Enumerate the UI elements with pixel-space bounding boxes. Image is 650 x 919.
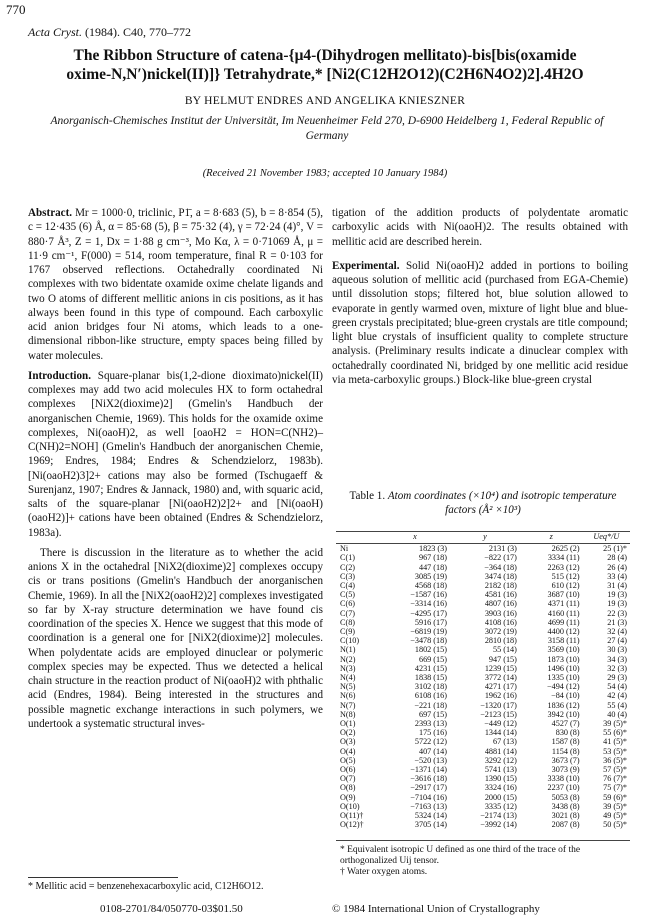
cell-x: 669 (15) — [418, 654, 447, 664]
cell-y: −449 (12) — [484, 719, 517, 729]
cell-z: 2087 (8) — [551, 820, 580, 830]
cell-atom: O(4) — [340, 746, 356, 756]
cell-z: 3942 (10) — [547, 709, 580, 719]
cell-y: 3474 (18) — [484, 571, 517, 581]
cell-x: −6819 (19) — [410, 627, 447, 637]
cell-y: −1320 (17) — [480, 700, 517, 710]
cell-atom: N(8) — [340, 709, 356, 719]
table-bottom-rule — [336, 840, 630, 841]
cell-atom: N(1) — [340, 645, 356, 655]
table-notes — [340, 845, 630, 878]
cell-y: 3903 (16) — [484, 608, 517, 618]
table-row — [336, 563, 630, 572]
table-row — [336, 544, 630, 554]
cell-atom: O(3) — [340, 737, 356, 747]
cell-y: 4108 (16) — [484, 617, 517, 627]
cell-atom: C(9) — [340, 627, 356, 637]
table-header-u: Ueq*/U — [583, 532, 630, 544]
cell-u: 29 (3) — [607, 673, 627, 683]
authors: BY HELMUT ENDRES AND ANGELIKA KNIESZNER — [184, 95, 466, 107]
table-label: Table 1. — [349, 490, 386, 502]
table-header-row — [336, 532, 630, 544]
table-row — [336, 765, 630, 774]
table-row — [336, 636, 630, 645]
cell-z: −494 (12) — [547, 682, 580, 692]
table-row — [336, 756, 630, 765]
cell-z: 3158 (11) — [547, 636, 580, 646]
citation-details: (1984). C40, 770–772 — [85, 25, 191, 39]
cell-y: 947 (15) — [488, 654, 517, 664]
cell-z: 1154 (8) — [551, 746, 580, 756]
cell-z: 4371 (11) — [547, 599, 580, 609]
cell-z: 3334 (11) — [547, 553, 580, 563]
atom-coordinates-table — [336, 532, 630, 830]
cell-u: 19 (3) — [607, 590, 627, 600]
cell-u: 54 (4) — [607, 682, 627, 692]
experimental — [332, 259, 628, 387]
cell-x: 3705 (14) — [414, 820, 447, 830]
cell-z: 1496 (10) — [547, 663, 580, 673]
table-row — [336, 774, 630, 783]
cell-x: 447 (18) — [418, 562, 447, 572]
cell-y: 5741 (13) — [484, 765, 517, 775]
table-row — [336, 811, 630, 820]
cell-z: 2625 (2) — [551, 544, 580, 554]
table-row — [336, 572, 630, 581]
table-note-ueq: * Equivalent isotropic U defined as one third of the trace of the orthogonalized Uij tensor. — [340, 845, 581, 866]
cell-z: 3569 (10) — [547, 645, 580, 655]
cell-z: 610 (12) — [551, 581, 580, 591]
cell-x: −1371 (14) — [410, 765, 447, 775]
cell-u: 27 (4) — [607, 636, 627, 646]
cell-u: 39 (5)* — [603, 719, 627, 729]
experimental-text: Solid Ni(oaoH)2 added in portions to boiling aqueous solution of mellitic acid (purchased from EGA-Chemie) until dissolution stops; filtered hot, blue solution allowed to evaporate in gently warmed oven, mixture of light blue and blue-green crystals precipitated; blue-green crystals are title compound; light blue crystals of insufficient quality to complete structure analysis. (Preliminary results indicate a dinuclear complex with octahedrally coordinated Ni, bridged by one mellitic acid residue via meta-carboxylic groups.) Block-like blue-green crystal — [332, 259, 628, 386]
cell-z: 1335 (10) — [547, 673, 580, 683]
cell-x: −221 (18) — [414, 700, 447, 710]
cell-x: 3085 (19) — [414, 571, 447, 581]
cell-z: 3073 (9) — [551, 765, 580, 775]
table-row — [336, 728, 630, 737]
cell-atom: N(3) — [340, 663, 356, 673]
table-row — [336, 710, 630, 719]
cell-u: 50 (5)* — [603, 820, 627, 830]
cell-y: 67 (13) — [493, 737, 517, 747]
cell-z: 4400 (12) — [547, 627, 580, 637]
cell-z: 5053 (8) — [551, 792, 580, 802]
cell-atom: C(5) — [340, 590, 356, 600]
cell-z: 1836 (12) — [547, 700, 580, 710]
cell-x: 5324 (14) — [414, 811, 447, 821]
table-header-x: x — [380, 532, 450, 544]
table-header-atom — [336, 532, 380, 544]
cell-x: −7163 (13) — [410, 801, 447, 811]
cell-y: −2123 (15) — [480, 709, 517, 719]
cell-x: 967 (18) — [418, 553, 447, 563]
cell-z: 3673 (7) — [551, 755, 580, 765]
cell-u: 49 (5)* — [603, 811, 627, 821]
cell-atom: N(4) — [340, 673, 356, 683]
cell-u: 32 (3) — [607, 663, 627, 673]
right-column — [332, 206, 628, 393]
page-number: 770 — [6, 2, 26, 17]
table-row — [336, 682, 630, 691]
cell-x: −3616 (18) — [410, 774, 447, 784]
cell-x: −7104 (16) — [410, 792, 447, 802]
cell-u: 34 (3) — [607, 654, 627, 664]
cell-z: 3021 (8) — [551, 811, 580, 821]
table-row — [336, 590, 630, 599]
table-row — [336, 609, 630, 618]
cell-z: 1587 (8) — [551, 737, 580, 747]
table-row — [336, 747, 630, 756]
cell-atom: C(4) — [340, 581, 356, 591]
cell-x: 4568 (18) — [414, 581, 447, 591]
table-note-water: † Water oxygen atoms. — [340, 867, 428, 877]
cell-atom: C(8) — [340, 617, 356, 627]
table-header-y: y — [450, 532, 520, 544]
cell-y: 2131 (3) — [488, 544, 517, 554]
affiliation: Anorganisch-Chemisches Institut der Universität, Im Neuenheimer Feld 270, D-6900 Heidelberg 1, Federal Republic of Germany — [50, 115, 604, 142]
table-row — [336, 701, 630, 710]
cell-u: 57 (5)* — [603, 765, 627, 775]
cell-z: 830 (8) — [555, 728, 580, 738]
cell-x: −3478 (18) — [410, 636, 447, 646]
title-line-1: The Ribbon Structure of catena-{μ4-(Dihydrogen mellitato)-bis[bis(oxamide — [73, 47, 577, 64]
cell-u: 59 (6)* — [603, 792, 627, 802]
cell-u: 21 (3) — [607, 617, 627, 627]
cell-atom: C(10) — [340, 636, 360, 646]
cell-y: 4807 (16) — [484, 599, 517, 609]
table-row — [336, 581, 630, 590]
abstract-heading: Abstract. — [28, 207, 73, 219]
cell-atom: N(7) — [340, 700, 356, 710]
cell-u: 40 (4) — [607, 709, 627, 719]
cell-x: 697 (15) — [418, 709, 447, 719]
cell-x: −2917 (17) — [410, 783, 447, 793]
cell-atom: C(2) — [340, 562, 356, 572]
cell-atom: C(7) — [340, 608, 356, 618]
table-title: Atom coordinates (×10⁴) and isotropic temperature factors (Å² ×10³) — [387, 490, 617, 516]
cell-z: 2237 (10) — [547, 783, 580, 793]
cell-atom: O(5) — [340, 755, 356, 765]
cell-y: 4271 (17) — [484, 682, 517, 692]
experimental-heading: Experimental. — [332, 259, 400, 272]
title-line-2: oxime-N,N′)nickel(II)]} Tetrahydrate,* [Ni2(C12H2O12)(C2H6N4O2)2].4H2O — [66, 66, 584, 83]
introduction-p2: There is discussion in the literature as to whether the acid anions X in the octahedral [NiX2(dioxime)2] complexes occupy cis or trans positions (Gmelin's Handbuch der anorganischen Chemie, 1969). In all the [NiX2(oaoH2)2] complexes investigated so far by X-ray structure determination we have found cis coordination of the species X. Hence we suggest that this mode of coordination is a general one for [NiX2(dioxime)2] molecules. When polydentate acids are employed dinuclear or polymeric complex species may be expected. Thus we detected a helical chain structure in the reaction product of Ni(oaoH)2 with phthalic acid (Endres, 1984). Being interested in the structures and possible magnetic exchange interactions in such polymers, we undertook a systematic structural inves- — [28, 546, 323, 730]
cell-u: 55 (4) — [607, 700, 627, 710]
cell-z: 515 (12) — [551, 571, 580, 581]
cell-atom: O(10) — [340, 801, 360, 811]
introduction-heading: Introduction. — [28, 369, 91, 382]
table-row — [336, 618, 630, 627]
table-row — [336, 737, 630, 746]
cell-atom: O(11)† — [340, 811, 364, 821]
cell-y: −2174 (13) — [480, 811, 517, 821]
cell-atom: C(1) — [340, 553, 356, 563]
journal-citation — [28, 25, 191, 40]
cell-u: 53 (5)* — [603, 746, 627, 756]
cell-u: 31 (4) — [607, 581, 627, 591]
table-row — [336, 673, 630, 682]
cell-y: 3772 (14) — [484, 673, 517, 683]
cell-y: 4581 (16) — [484, 590, 517, 600]
cell-atom: O(12)† — [340, 820, 364, 830]
cell-u: 30 (3) — [607, 645, 627, 655]
cell-x: 3102 (18) — [414, 682, 447, 692]
cell-z: 3438 (8) — [551, 801, 580, 811]
cell-u: 25 (1)* — [603, 544, 627, 554]
cell-y: 3292 (12) — [484, 755, 517, 765]
cell-u: 32 (4) — [607, 627, 627, 637]
cell-y: 1239 (15) — [484, 663, 517, 673]
cell-y: 3335 (12) — [484, 801, 517, 811]
table-row — [336, 645, 630, 654]
cell-atom: C(6) — [340, 599, 356, 609]
introduction-p1 — [28, 369, 323, 540]
cell-u: 55 (6)* — [603, 728, 627, 738]
cell-atom: O(7) — [340, 774, 356, 784]
cell-u: 19 (3) — [607, 599, 627, 609]
cell-y: 4881 (14) — [484, 746, 517, 756]
cell-x: 5722 (12) — [414, 737, 447, 747]
table-caption — [340, 489, 626, 517]
cell-y: 2000 (15) — [484, 792, 517, 802]
cell-x: 1838 (15) — [414, 673, 447, 683]
cell-x: −3314 (16) — [410, 599, 447, 609]
cell-y: 2182 (18) — [484, 581, 517, 591]
cell-z: 1873 (10) — [547, 654, 580, 664]
cell-z: 2263 (12) — [547, 562, 580, 572]
cell-atom: O(6) — [340, 765, 356, 775]
cell-z: 3338 (10) — [547, 774, 580, 784]
cell-u: 39 (5)* — [603, 801, 627, 811]
cell-y: 1962 (16) — [484, 691, 517, 701]
cell-z: 3687 (10) — [547, 590, 580, 600]
table-row — [336, 820, 630, 829]
cell-atom: O(8) — [340, 783, 356, 793]
footnote-rule — [28, 877, 178, 878]
table-row — [336, 691, 630, 700]
table-body — [336, 544, 630, 830]
cell-atom: O(9) — [340, 792, 356, 802]
cell-y: 1344 (14) — [484, 728, 517, 738]
abstract — [28, 206, 323, 363]
issn-line: 0108-2701/84/050770-03$01.50 — [100, 903, 243, 915]
table-row — [336, 802, 630, 811]
table-row — [336, 553, 630, 562]
cell-y: 3072 (19) — [484, 627, 517, 637]
cell-y: 1390 (15) — [484, 774, 517, 784]
cell-u: 28 (4) — [607, 553, 627, 563]
introduction-text-1: Square-planar bis(1,2-dione dioximato)nickel(II) complexes may add two acid molecules HX to form octahedral complexes [NiX2(dioxime)2] (Gmelin's Handbuch der anorganischen Chemie, 1969). This holds for the oxamide oxime complexes, Ni(oaoH)2, as well [oaoH2 = HON=C(NH2)–C(NH)2=NOH] (Gmelin's Handbuch der anorganischen Chemie, 1969; Endres, 1984; Endres & Schendzielorz, 1983b). [Ni(oaoH2)3]2+ cations may also be formed (Tschugaeff & Surenjanz, 1907; Endres & Jannack, 1980) and, with squaric acid, salts of the square-planar [Ni(oaoH2)2]2+ and [Ni(oaoH)(oaoH2)]+ cations have been obtained (Endres & Schendzielorz, 1983a). — [28, 369, 323, 539]
cell-u: 76 (7)* — [603, 774, 627, 784]
table-row — [336, 664, 630, 673]
cell-z: −84 (10) — [551, 691, 580, 701]
cell-atom: O(1) — [340, 719, 356, 729]
cell-u: 36 (5)* — [603, 755, 627, 765]
cell-atom: Ni — [340, 544, 349, 554]
cell-y: 3324 (16) — [484, 783, 517, 793]
footnote: * Mellitic acid = benzenehexacarboxylic acid, C12H6O12. — [28, 881, 264, 892]
table-row — [336, 793, 630, 802]
cell-u: 42 (4) — [607, 691, 627, 701]
table-row — [336, 719, 630, 728]
table-row — [336, 783, 630, 792]
cell-u: 75 (7)* — [603, 783, 627, 793]
cell-y: −822 (17) — [484, 553, 517, 563]
cell-atom: N(5) — [340, 682, 356, 692]
cell-x: 1823 (3) — [418, 544, 447, 554]
cell-atom: O(2) — [340, 728, 356, 738]
cell-y: 2810 (18) — [484, 636, 517, 646]
cell-y: −364 (18) — [484, 562, 517, 572]
table-header-z: z — [520, 532, 583, 544]
cell-x: −1587 (16) — [410, 590, 447, 600]
cell-x: 6108 (16) — [414, 691, 447, 701]
cell-x: 5916 (17) — [414, 617, 447, 627]
table-row — [336, 655, 630, 664]
cell-z: 4527 (7) — [551, 719, 580, 729]
copyright-line: © 1984 International Union of Crystallography — [332, 903, 540, 915]
left-column — [28, 206, 323, 737]
cell-u: 41 (5)* — [603, 737, 627, 747]
paper-title — [20, 46, 630, 84]
table-row — [336, 599, 630, 608]
cell-x: 407 (14) — [418, 746, 447, 756]
table-row — [336, 627, 630, 636]
cell-u: 22 (3) — [607, 608, 627, 618]
cell-y: −3992 (14) — [480, 820, 517, 830]
intro-continuation: tigation of the addition products of polydentate aromatic carboxylic acids with Ni(oaoH)2. The results obtained with mellitic acid are described herein. — [332, 207, 628, 248]
cell-x: 1802 (15) — [414, 645, 447, 655]
cell-x: 2393 (13) — [414, 719, 447, 729]
cell-atom: C(3) — [340, 571, 356, 581]
cell-u: 33 (4) — [607, 571, 627, 581]
cell-x: 4231 (15) — [414, 663, 447, 673]
cell-x: −4295 (17) — [410, 608, 447, 618]
cell-y: 55 (14) — [493, 645, 517, 655]
cell-u: 26 (4) — [607, 562, 627, 572]
cell-atom: N(6) — [340, 691, 356, 701]
cell-z: 4160 (11) — [547, 608, 580, 618]
cell-x: −520 (13) — [414, 755, 447, 765]
cell-atom: N(2) — [340, 654, 356, 664]
cell-z: 4699 (11) — [547, 617, 580, 627]
cell-x: 175 (16) — [418, 728, 447, 738]
abstract-text: Mr = 1000·0, triclinic, P1̄, a = 8·683 (5), b = 8·854 (5), c = 12·435 (6) Å, α = 85·68 (5), β = 75·32 (4), γ = 72·24 (4)°, V = 880·7 Å³, Z = 1, Dx = 1·88 g cm⁻³, Mo Kα, λ = 0·71069 Å, μ = 11·9 cm⁻¹, F(000) = 514, room temperature, final R = 0·103 for 1767 observed reflections. Octahedrally coordinated Ni complexes with two bidentate oxamide oxime chelate ligands and two O atoms of different mellitic anions in cis positions, as it has always been found in this type of compound. Each carboxylic acid anion bridges four Ni atoms, which leads to a one-dimensional ribbon-like structure, empty spaces being filled by water molecules. — [28, 207, 323, 362]
received-dates: (Received 21 November 1983; accepted 10 January 1984) — [202, 168, 448, 179]
journal-name: Acta Cryst. — [28, 25, 82, 39]
